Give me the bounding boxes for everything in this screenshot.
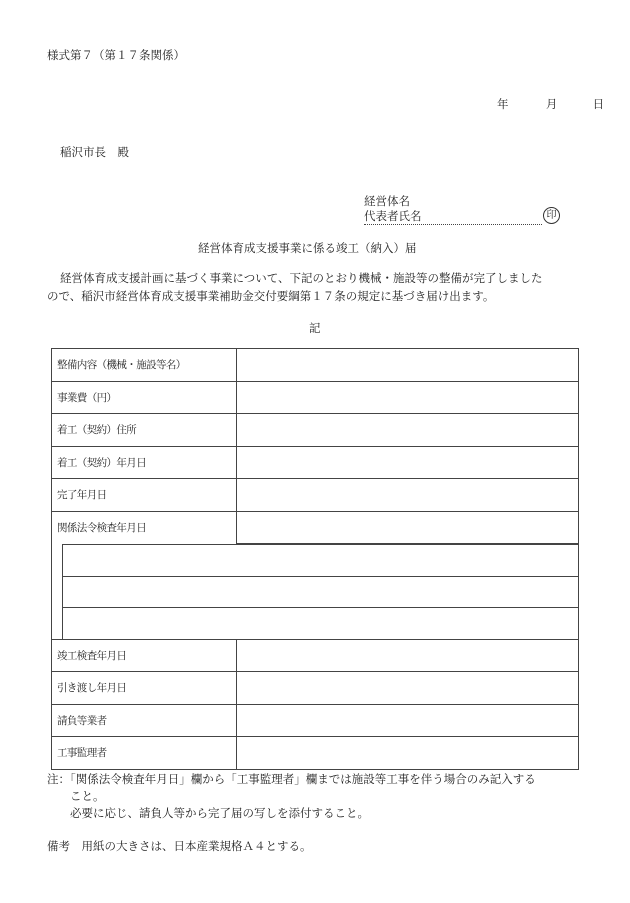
date-day: 日 [592,97,605,111]
row-label: 工事監理者 [52,737,237,770]
row-value-field[interactable] [237,639,579,672]
row-label: 整備内容（機械・施設等名） [52,349,237,382]
table-subrow [52,544,579,576]
note-2: 必要に応じ、請負人等から完了届の写しを添付すること。 [70,806,369,820]
representative-field[interactable] [364,208,542,225]
table-row [52,639,579,672]
seal-mark: 印 [543,207,560,224]
date-month: 月 [545,97,558,111]
row-value-field[interactable] [237,446,579,479]
body-line-2: ので、稲沢市経営体育成支援事業補助金交付要綱第１７条の規定に基づき届け出ます。 [47,289,495,303]
remarks: 備考 用紙の大きさは、日本産業規格Ａ４とする。 [47,839,312,853]
row-value-field[interactable] [237,479,579,512]
row-label: 着工（契約）住所 [52,414,237,447]
row-value-field[interactable] [237,381,579,414]
note-1-line-1: 注：「関係法令検査年月日」欄から「工事監理者」欄までは施設等工事を伴う場合のみ記入する [47,772,536,786]
document-title: 経営体育成支援事業に係る竣工（納入）届 [198,241,417,255]
subrow-field[interactable] [62,576,578,608]
row-label: 事業費（円） [52,381,237,414]
row-value-field[interactable] [237,349,579,382]
table-row [52,479,579,512]
row-value-field[interactable] [237,704,579,737]
row-value-field[interactable] [237,737,579,770]
form-number: 様式第７（第１７条関係） [47,48,185,62]
row-value-field[interactable] [237,672,579,705]
subrow-field[interactable] [62,544,578,576]
subrow-field[interactable] [62,607,578,639]
row-value-field[interactable] [237,414,579,447]
report-table [51,348,579,770]
body-line-1: 経営体育成支援計画に基づく事業について、下記のとおり機械・施設等の整備が完了しました [60,271,543,285]
addressee: 稲沢市長 殿 [60,145,129,159]
business-name-label: 経営体名 [364,194,410,208]
table-row [52,446,579,479]
table-row [52,349,579,382]
row-label: 関係法令検査年月日 [52,511,237,544]
row-label: 完了年月日 [52,479,237,512]
table-row [52,737,579,770]
ki-heading: 記 [309,321,321,335]
table-subrow [52,607,579,639]
row-value-field[interactable] [237,511,579,544]
row-label: 引き渡し年月日 [52,672,237,705]
note-1-line-2: こと。 [70,789,105,803]
date-line [497,96,604,112]
table-row [52,381,579,414]
row-label: 請負等業者 [52,704,237,737]
table-row [52,414,579,447]
table-row [52,704,579,737]
table-row [52,511,579,544]
date-year: 年 [497,97,509,111]
table-row [52,672,579,705]
representative-label: 代表者氏名 [364,209,422,223]
row-label: 竣工検査年月日 [52,639,237,672]
table-subrow [52,576,579,608]
row-label: 着工（契約）年月日 [52,446,237,479]
